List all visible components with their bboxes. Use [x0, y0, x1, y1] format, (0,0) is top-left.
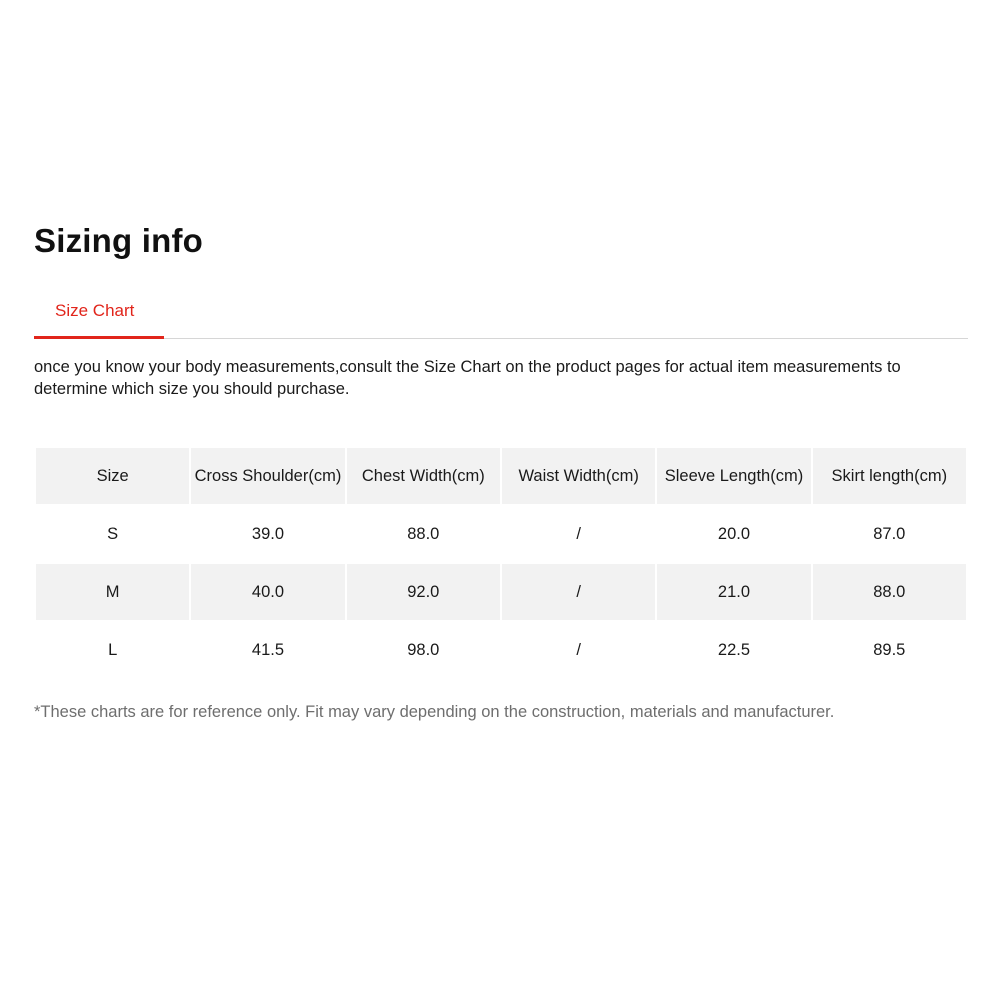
intro-text: once you know your body measurements,consult the Size Chart on the product pages for actual item measurements to determine which size you should purchase.: [34, 358, 901, 398]
page-title: Sizing info: [34, 222, 204, 259]
column-header-skirt-length: Skirt length(cm): [813, 448, 966, 504]
cell-chest-width: 88.0: [407, 525, 440, 543]
table-row: [36, 622, 966, 678]
size-chart-table: [34, 446, 968, 680]
tab-bar: [34, 290, 968, 339]
cell-skirt-length: 88.0: [813, 564, 966, 620]
column-header-cross-shoulder: Cross Shoulder(cm): [191, 448, 344, 504]
cell-sleeve-length: 21.0: [657, 564, 810, 620]
cell-skirt-length: 87.0: [873, 525, 906, 543]
cell-cross-shoulder: 41.5: [251, 641, 285, 659]
cell-cross-shoulder: 40.0: [191, 564, 344, 620]
tab-size-chart[interactable]: [34, 290, 164, 339]
cell-cross-shoulder: 39.0: [251, 525, 285, 543]
table-row: [36, 564, 966, 620]
cell-size: M: [36, 564, 189, 620]
table-row: [36, 506, 966, 562]
column-header-sleeve-length: Sleeve Length(cm): [657, 448, 810, 504]
tab-label: Size Chart: [55, 301, 135, 320]
cell-size: S: [107, 525, 119, 543]
cell-waist-width: /: [502, 564, 655, 620]
tab-divider: [34, 338, 968, 339]
cell-waist-width: /: [576, 525, 581, 543]
cell-chest-width: 98.0: [407, 641, 440, 659]
table-header-row: [36, 448, 966, 504]
column-header-waist-width: Waist Width(cm): [502, 448, 655, 504]
cell-sleeve-length: 22.5: [717, 641, 751, 659]
cell-sleeve-length: 20.0: [717, 525, 751, 543]
footnote: *These charts are for reference only. Fit may vary depending on the construction, materials and manufacturer.: [34, 703, 835, 721]
cell-chest-width: 92.0: [347, 564, 500, 620]
cell-skirt-length: 89.5: [873, 641, 906, 659]
cell-size: L: [108, 641, 118, 659]
column-header-chest-width: Chest Width(cm): [347, 448, 500, 504]
column-header-size: Size: [36, 448, 189, 504]
active-tab-indicator: [34, 336, 164, 339]
cell-waist-width: /: [576, 641, 581, 659]
